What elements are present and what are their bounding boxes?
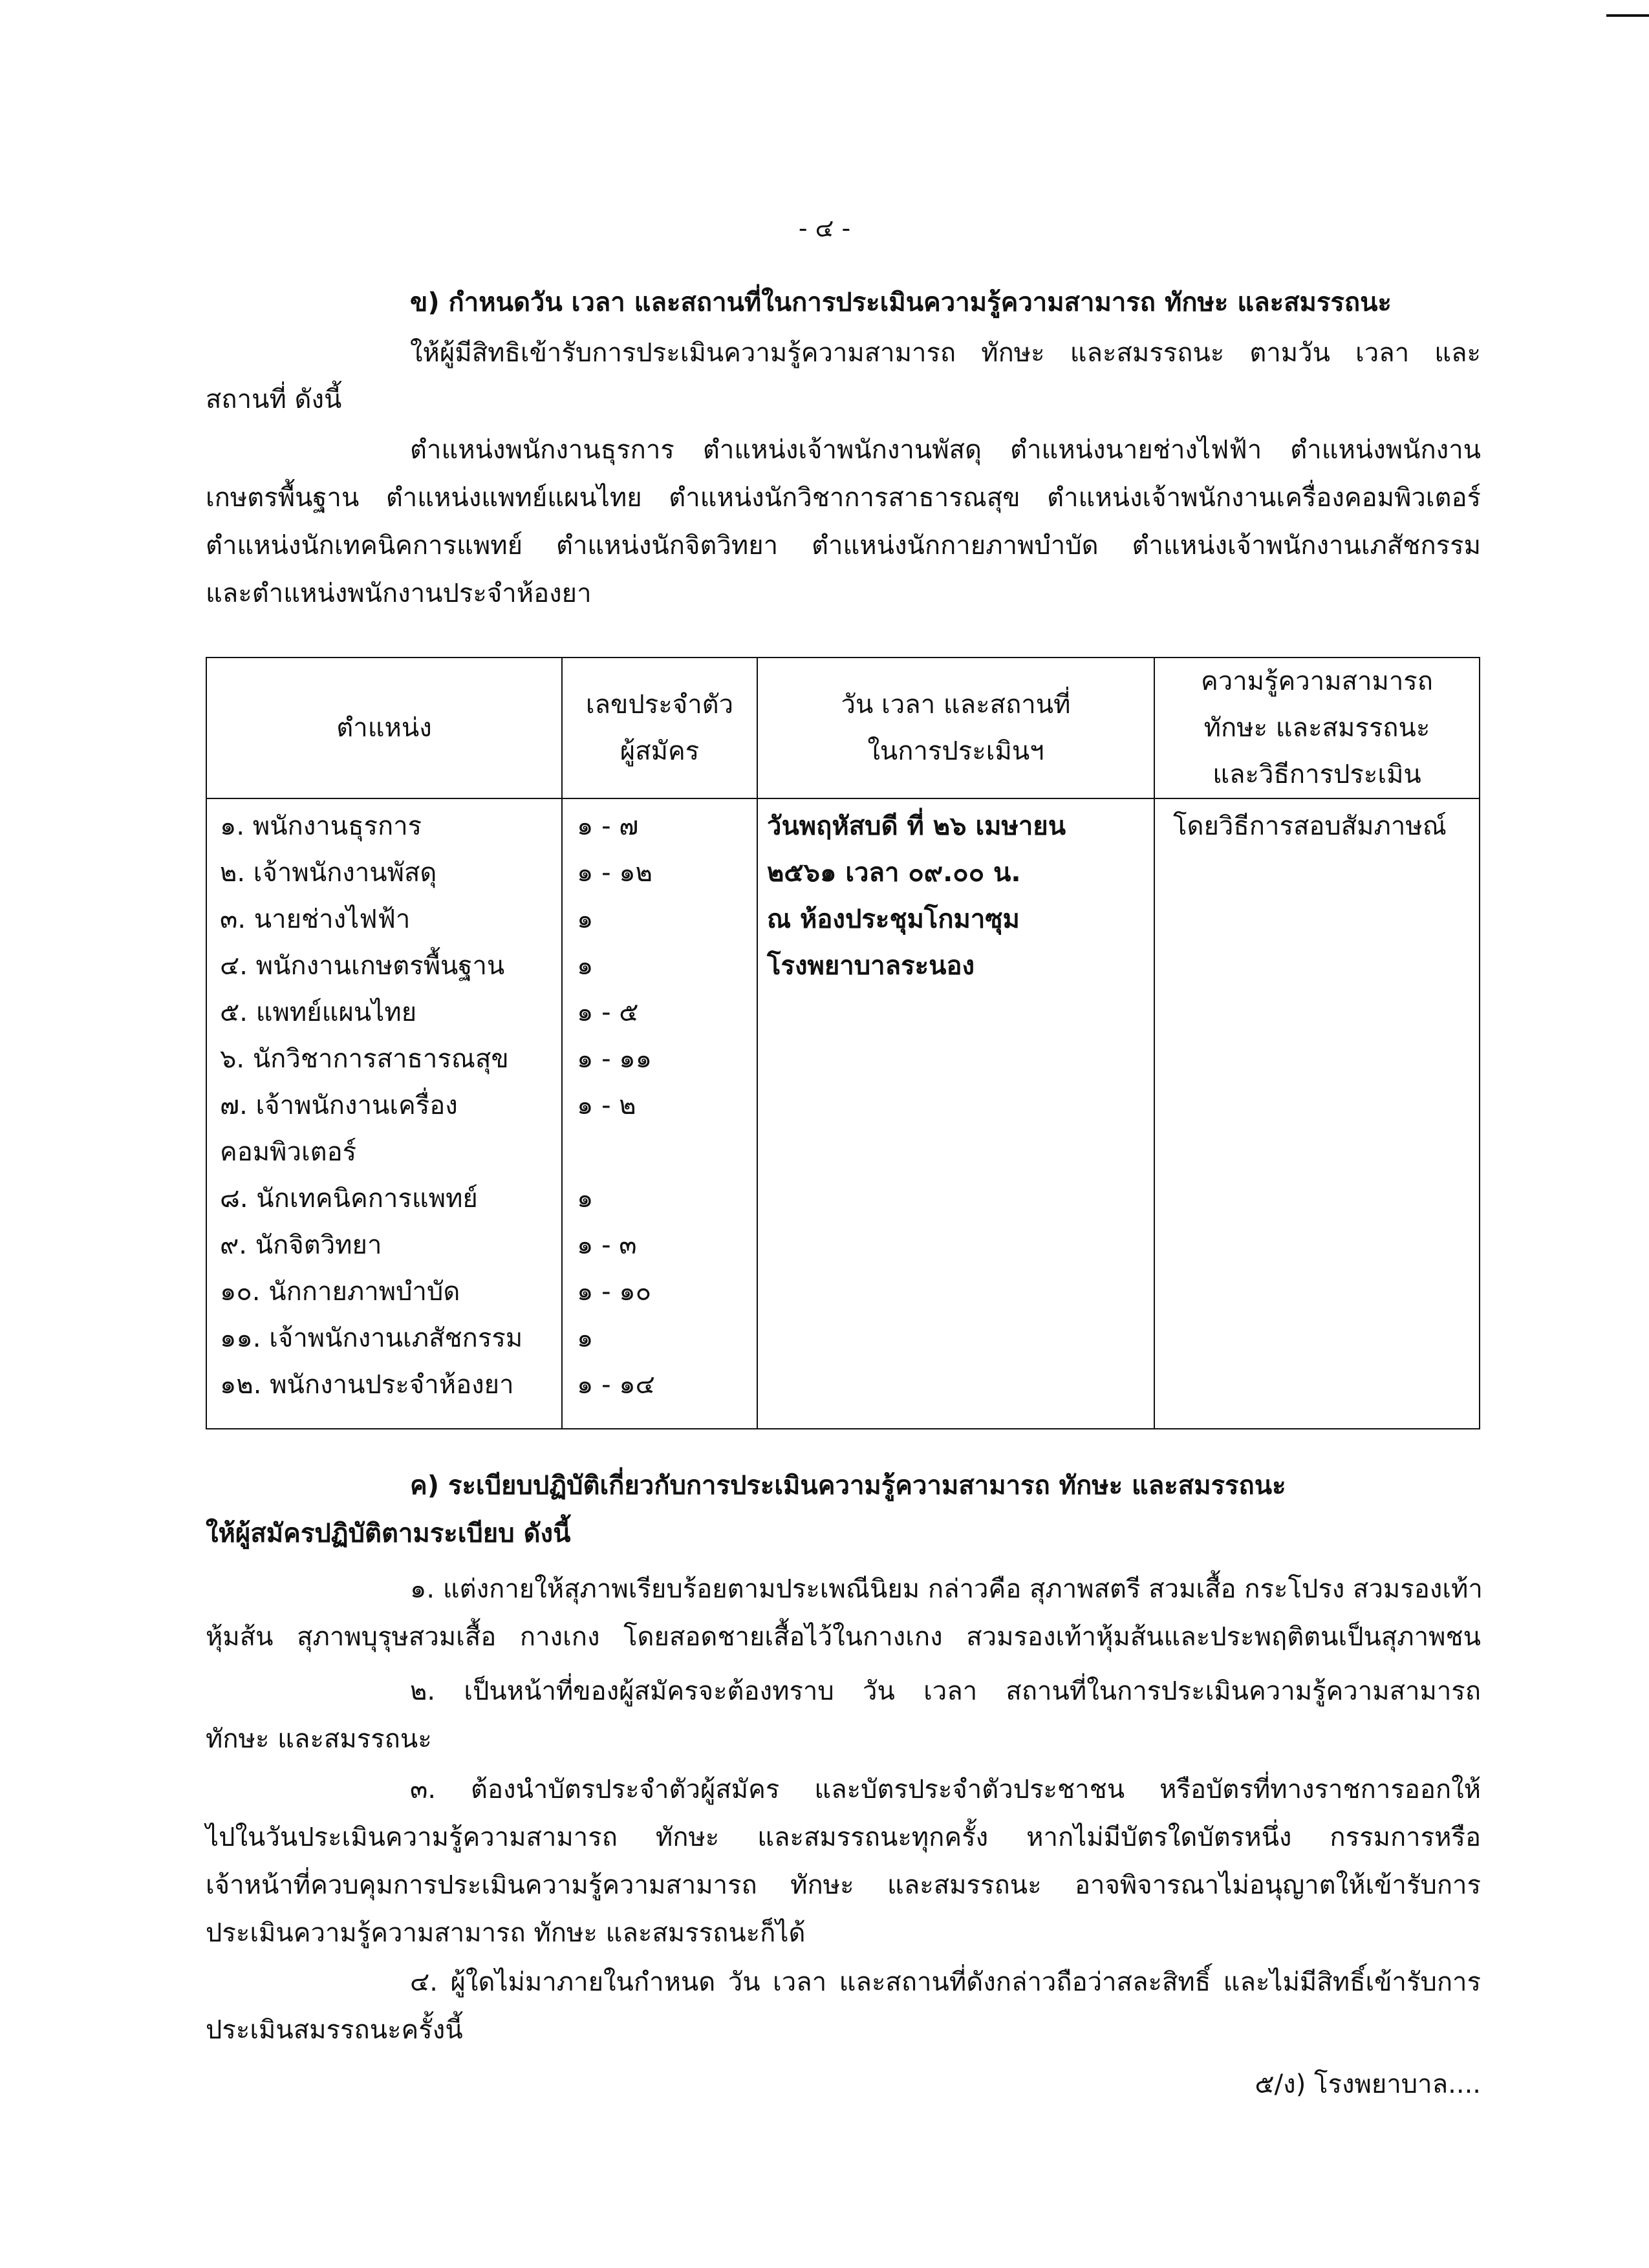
header-position: ตำแหน่ง bbox=[336, 713, 432, 743]
top-margin-line bbox=[1606, 14, 1649, 17]
rule-3-line4: ประเมินความรู้ความสามารถ ทักษะ และสมรรถนะก็ได้ bbox=[206, 1918, 806, 1948]
position-item: ๖. นักวิชาการสาธารณสุข bbox=[220, 1044, 509, 1074]
section-c-heading-line2: ให้ผู้สมัครปฏิบัติตามระเบียบ ดังนี้ bbox=[206, 1519, 571, 1548]
continuation-text: ๕/ง) โรงพยาบาล.... bbox=[1255, 2070, 1481, 2099]
applicant-number: ๑ - ๑๒ bbox=[577, 858, 653, 888]
schedule-line: โรงพยาบาลระนอง bbox=[767, 951, 975, 981]
applicant-number: ๑ - ๒ bbox=[577, 1091, 636, 1120]
rule-4-line1: ๔. ผู้ใดไม่มาภายในกำหนด วัน เวลา และสถานที่ดังกล่าวถือว่าสละสิทธิ์ และไม่มีสิทธิ์เข้ารับการ bbox=[410, 1967, 1481, 1997]
section-b-para2-line4: และตำแหน่งพนักงานประจำห้องยา bbox=[206, 579, 592, 608]
header-schedule-line2: ในการประเมินฯ bbox=[867, 736, 1044, 766]
applicant-number: ๑ bbox=[577, 1184, 594, 1214]
rule-2-line1: ๒. เป็นหน้าที่ของผู้สมัครจะต้องทราบ วัน เวลา สถานที่ในการประเมินความรู้ความสามารถ bbox=[410, 1676, 1481, 1706]
rule-2-line2: ทักษะ และสมรรถนะ bbox=[206, 1724, 432, 1754]
applicant-number: ๑ - ๑๑ bbox=[577, 1044, 652, 1074]
header-method-line2: ทักษะ และสมรรถนะ bbox=[1203, 713, 1430, 743]
applicant-number: ๑ - ๑๔ bbox=[577, 1370, 655, 1400]
page-number: - ๔ - bbox=[798, 214, 851, 242]
rule-3-line2: ไปในวันประเมินความรู้ความสามารถ ทักษะ และสมรรถนะทุกครั้ง หากไม่มีบัตรใดบัตรหนึ่ง กรรมการหรือ bbox=[206, 1823, 1481, 1852]
position-item: ๒. เจ้าพนักงานพัสดุ bbox=[220, 858, 437, 888]
rule-1-line2: หุ้มส้น สุภาพบุรุษสวมเสื้อ กางเกง โดยสอดชายเสื้อไว้ในกางเกง สวมรองเท้าหุ้มส้นและประพฤติตนเป็นสุภาพชน bbox=[206, 1622, 1481, 1652]
applicant-number: ๑ - ๕ bbox=[577, 998, 639, 1027]
section-b-para2-line3: ตำแหน่งนักเทคนิคการแพทย์ ตำแหน่งนักจิตวิทยา ตำแหน่งนักกายภาพบำบัด ตำแหน่งเจ้าพนักงานเภสัชกรรม bbox=[206, 531, 1481, 561]
header-applicant-no-line1: เลขประจำตัว bbox=[585, 690, 734, 720]
section-b-para2-line1: ตำแหน่งพนักงานธุรการ ตำแหน่งเจ้าพนักงานพัสดุ ตำแหน่งนายช่างไฟฟ้า ตำแหน่งพนักงาน bbox=[410, 435, 1481, 465]
header-schedule-line1: วัน เวลา และสถานที่ bbox=[841, 690, 1071, 720]
section-c-heading: ค) ระเบียบปฏิบัติเกี่ยวกับการประเมินความรู้ความสามารถ ทักษะ และสมรรถนะ bbox=[410, 1471, 1286, 1501]
section-b-para1-line2: สถานที่ ดังนี้ bbox=[206, 385, 342, 414]
schedule-line: วันพฤหัสบดี ที่ ๒๖ เมษายน bbox=[767, 811, 1066, 841]
method-text: โดยวิธีการสอบสัมภาษณ์ bbox=[1173, 811, 1447, 841]
applicant-number: ๑ bbox=[577, 904, 594, 934]
rule-4-line2: ประเมินสมรรถนะครั้งนี้ bbox=[206, 2015, 463, 2045]
schedule-table bbox=[206, 657, 1480, 1429]
applicant-number: ๑ - ๗ bbox=[577, 811, 639, 841]
schedule-line: ณ ห้องประชุมโกมาซุม bbox=[767, 904, 1020, 934]
position-item: ๙. นักจิตวิทยา bbox=[220, 1230, 382, 1260]
applicant-number: ๑ bbox=[577, 1323, 594, 1353]
header-method-line1: ความรู้ความสามารถ bbox=[1201, 667, 1433, 696]
header-applicant-no-line2: ผู้สมัคร bbox=[620, 736, 700, 766]
applicant-number: ๑ - ๓ bbox=[577, 1230, 637, 1260]
position-item: ๑. พนักงานธุรการ bbox=[220, 811, 422, 841]
position-item: ๑๒. พนักงานประจำห้องยา bbox=[220, 1370, 514, 1400]
position-item: ๗. เจ้าพนักงานเครื่อง bbox=[220, 1091, 458, 1120]
applicant-number: ๑ - ๑๐ bbox=[577, 1277, 652, 1307]
header-divider bbox=[207, 798, 1479, 799]
section-b-heading: ข) กำหนดวัน เวลา และสถานที่ในการประเมินความรู้ความสามารถ ทักษะ และสมรรถนะ bbox=[410, 288, 1392, 317]
position-item: ๑๑. เจ้าพนักงานเภสัชกรรม bbox=[220, 1323, 523, 1353]
rule-3-line1: ๓. ต้องนำบัตรประจำตัวผู้สมัคร และบัตรประจำตัวประชาชน หรือบัตรที่ทางราชการออกให้ bbox=[410, 1775, 1481, 1804]
position-item: ๕. แพทย์แผนไทย bbox=[220, 998, 417, 1027]
rule-3-line3: เจ้าหน้าที่ควบคุมการประเมินความรู้ความสามารถ ทักษะ และสมรรถนะ อาจพิจารณาไม่อนุญาตให้เข้ารับการ bbox=[206, 1870, 1481, 1900]
position-item: ๓. นายช่างไฟฟ้า bbox=[220, 904, 411, 934]
section-b-para1-line1: ให้ผู้มีสิทธิเข้ารับการประเมินความรู้ความสามารถ ทักษะ และสมรรถนะ ตามวัน เวลา และ bbox=[410, 338, 1481, 368]
position-item: คอมพิวเตอร์ bbox=[220, 1137, 357, 1167]
schedule-line: ๒๕๖๑ เวลา ๐๙.๐๐ น. bbox=[767, 858, 1021, 888]
section-b-para2-line2: เกษตรพื้นฐาน ตำแหน่งแพทย์แผนไทย ตำแหน่งนักวิชาการสาธารณสุข ตำแหน่งเจ้าพนักงานเครื่องคอมพิวเตอร์ bbox=[206, 483, 1481, 513]
position-item: ๑๐. นักกายภาพบำบัด bbox=[220, 1277, 460, 1307]
position-item: ๘. นักเทคนิคการแพทย์ bbox=[220, 1184, 478, 1214]
applicant-number: ๑ bbox=[577, 951, 594, 981]
rule-1-line1: ๑. แต่งกายให้สุภาพเรียบร้อยตามประเพณีนิยม กล่าวคือ สุภาพสตรี สวมเสื้อ กระโปรง สวมรองเท้า bbox=[410, 1574, 1483, 1604]
position-item: ๔. พนักงานเกษตรพื้นฐาน bbox=[220, 951, 505, 981]
header-method-line3: และวิธีการประเมิน bbox=[1212, 760, 1421, 789]
